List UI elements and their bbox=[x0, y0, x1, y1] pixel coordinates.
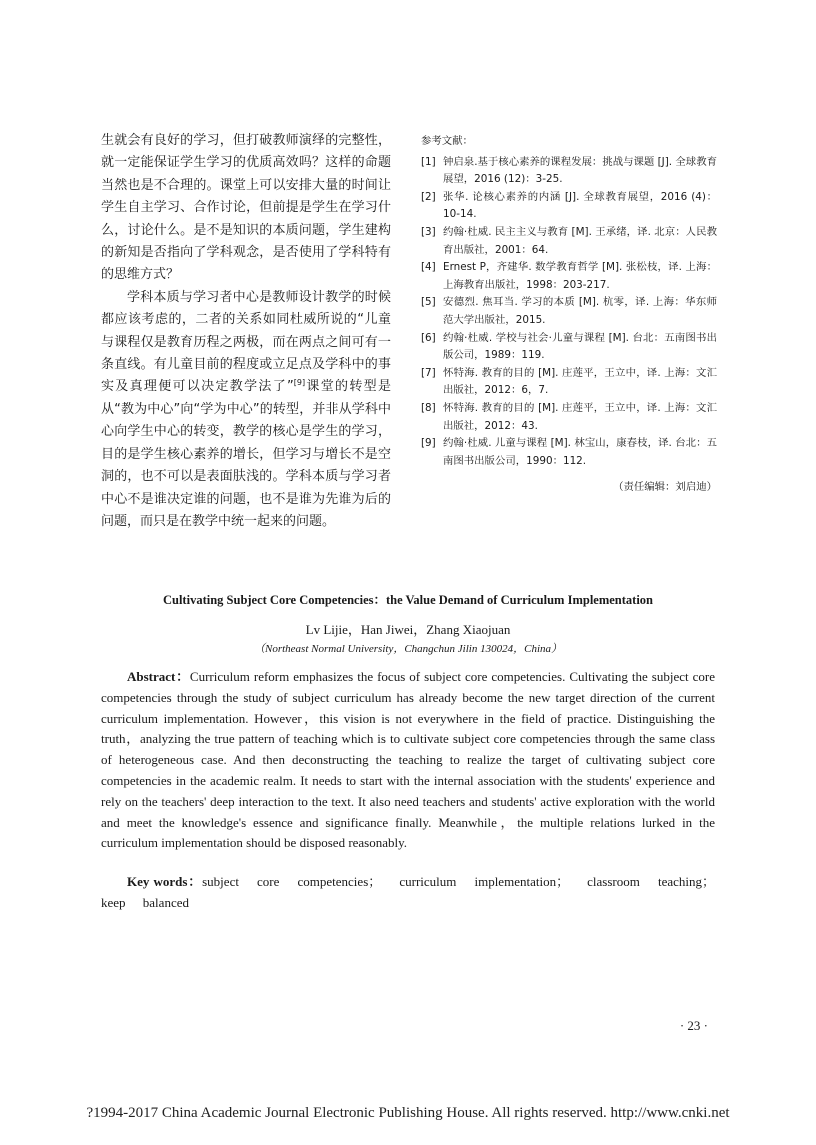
citation-mark[interactable]: [9] bbox=[293, 378, 306, 388]
reference-text: 约翰·杜威. 学校与社会·儿童与课程 [M]. 台北：五南图书出版公司，1989：119. bbox=[443, 331, 717, 362]
reference-number: [2] bbox=[421, 190, 436, 203]
reference-item bbox=[421, 365, 717, 400]
reference-item bbox=[421, 189, 717, 224]
english-authors: Lv Lijie，Han Jiwei，Zhang Xiaojuan bbox=[305, 622, 511, 637]
reference-number: [8] bbox=[421, 401, 436, 414]
reference-number: [1] bbox=[421, 155, 436, 168]
reference-number: [7] bbox=[421, 366, 436, 379]
responsible-editor: （责任编辑：刘启迪） bbox=[613, 481, 717, 494]
reference-text: 安德烈. 焦耳当. 学习的本质 [M]. 杭零，译. 上海：华东师范大学出版社，2015. bbox=[443, 296, 717, 326]
reference-text: 张华. 论核心素养的内涵 [J]. 全球教育展望，2016 (4)：10-14. bbox=[443, 190, 717, 221]
reference-item bbox=[421, 294, 717, 329]
reference-text: 钟启泉.基于核心素养的课程发展：挑战与课题 [J]. 全球教育展望，2016 (12)：3-25. bbox=[443, 155, 717, 186]
reference-item bbox=[421, 400, 717, 435]
reference-text: 怀特海. 教育的目的 [M]. 庄莲平，王立中，译. 上海：文汇出版社，2012：6，7. bbox=[443, 366, 717, 397]
reference-number: [3] bbox=[421, 225, 436, 238]
abstract-text: Curriculum reform emphasizes the focus of subject core competencies. Cultivating the subject core competencies through the study of subject curriculum has already become the new target direction of the current curriculum implementation. However，this vision is not everywhere in the field of practice. Distinguishing the truth，analyzing the true pattern of teaching which is to cultivate subject core competencies through the same class of heterogeneous case. And then deconstructing the teaching to realize the target of cultivating subject core competencies in the academic realm. It needs to start with the internal association with the students' experience and rely on the teachers' deep interaction to the text. It also need teachers and students' active exploration with the world and meet the knowledge's essence and significance finally. Meanwhile，the multiple relations lurked in the curriculum implementation should be disposed reasonably. bbox=[101, 669, 715, 851]
copyright-footer: ?1994-2017 China Academic Journal Electronic Publishing House. All rights reserved. http://www.cnki.net bbox=[86, 1105, 730, 1121]
reference-list bbox=[421, 154, 717, 471]
reference-text: 约翰·杜威. 儿童与课程 [M]. 林宝山，康春枝，译. 台北：五南图书出版公司，1990：112. bbox=[443, 437, 717, 467]
reference-number: [5] bbox=[421, 296, 436, 309]
reference-number: [6] bbox=[421, 331, 436, 344]
reference-item bbox=[421, 330, 717, 365]
english-affiliation: （Northeast Normal University，Changchun Jilin 130024，China） bbox=[254, 643, 562, 655]
body-paragraph bbox=[101, 287, 391, 533]
body-paragraph: 生就会有良好的学习，但打破教师演绎的完整性，就一定能保证学生学习的优质高效吗？这样的命题当然也是不合理的。课堂上可以安排大量的时间让学生自主学习、合作讨论，但前提是学生在学习什么，讨论什么。是不是知识的本质问题，学生建构的新知是否指向了学科观念，是否使用了学科特有的思维方式？ bbox=[101, 133, 391, 283]
references-column bbox=[421, 133, 717, 497]
body-paragraph-continued: 课堂的转型是从“教为中心”向“学为中心”的转型，并非从学科中心向学生中心的转变，教学的核心是学生的学习，目的是学生核心素养的增长，但学习与增长不是空洞的，也不可以是表面肤浅的。学科本质与学习者中心不是谁决定谁的问题，也不是谁为先谁为后的问题，而只是在教学中统一起来的问题。 bbox=[101, 379, 391, 529]
body-text-column bbox=[101, 130, 391, 533]
reference-text: Ernest P，齐建华. 数学教育哲学 [M]. 张松枝，译. 上海：上海教育出版社，1998：203-217. bbox=[443, 261, 717, 291]
keywords-text: subject core competencies； curriculum implementation； classroom teaching； keep balanced bbox=[101, 874, 715, 910]
keywords-label: Key words： bbox=[127, 874, 203, 889]
abstract-label: Abstract： bbox=[127, 669, 190, 684]
quote-paragraph-text: 学科本质与学习者中心是教师设计教学的时候都应该考虑的，二者的关系如同杜威所说的“儿童与课程仅是教育历程之两极，而在两点之间可有一条直线。有儿童目前的程度或立足点及学科中的事实及真理便可以决定教学法了” bbox=[101, 289, 391, 395]
reference-number: [4] bbox=[421, 261, 436, 274]
english-abstract bbox=[101, 667, 715, 854]
reference-item bbox=[421, 259, 717, 294]
references-heading: 参考文献： bbox=[421, 135, 473, 147]
reference-item bbox=[421, 154, 717, 189]
english-title: Cultivating Subject Core Competencies：the Value Demand of Curriculum Implementation bbox=[162, 593, 654, 607]
reference-number: [9] bbox=[421, 437, 436, 450]
reference-text: 约翰·杜威. 民主主义与教育 [M]. 王承绪，译. 北京：人民教育出版社，2001：64. bbox=[443, 225, 717, 256]
reference-text: 怀特海. 教育的目的 [M]. 庄莲平，王立中，译. 上海：文汇出版社，2012：43. bbox=[443, 401, 717, 432]
reference-item bbox=[421, 224, 717, 259]
english-keywords bbox=[101, 872, 715, 914]
reference-item bbox=[421, 435, 717, 470]
page-number: · 23 · bbox=[679, 1018, 708, 1033]
